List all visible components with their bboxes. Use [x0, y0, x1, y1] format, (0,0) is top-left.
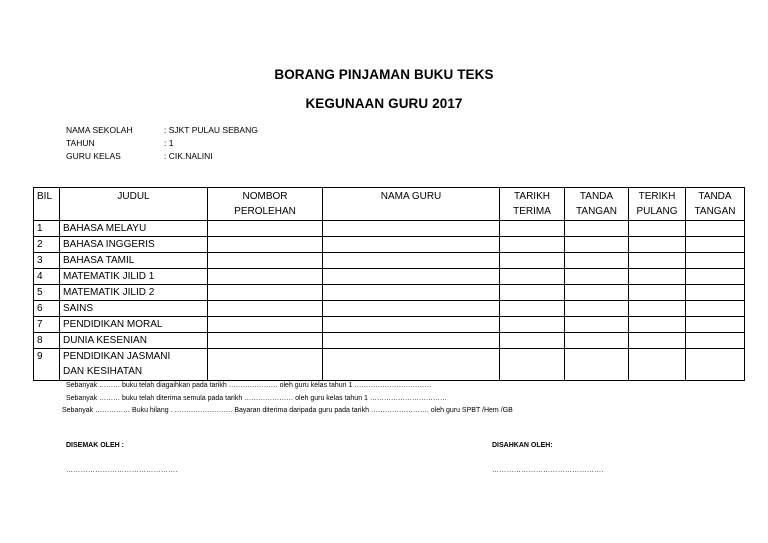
- cell-bil: 3: [34, 253, 60, 269]
- cell-nombor-perolehan[interactable]: [208, 237, 323, 253]
- cell-tarikh-terima[interactable]: [500, 221, 565, 237]
- cell-nama-guru[interactable]: [323, 349, 500, 381]
- cell-nama-guru[interactable]: [323, 253, 500, 269]
- header-bil: BIL: [34, 188, 60, 221]
- cell-tanda-tangan[interactable]: [565, 285, 629, 301]
- info-label: NAMA SEKOLAH: [66, 125, 133, 135]
- cell-nombor-perolehan[interactable]: [208, 333, 323, 349]
- cell-tanda-tangan[interactable]: [565, 317, 629, 333]
- cell-terikh-pulang[interactable]: [629, 237, 686, 253]
- header-tanda-tangan-2: TANDA TANGAN: [686, 188, 745, 221]
- cell-tarikh-terima[interactable]: [500, 349, 565, 381]
- cell-terikh-pulang[interactable]: [629, 221, 686, 237]
- judul-text: BAHASA MELAYU: [63, 223, 147, 234]
- cell-terikh-pulang[interactable]: [629, 253, 686, 269]
- info-value: : 1: [164, 138, 174, 148]
- cell-nama-guru[interactable]: [323, 269, 500, 285]
- cell-judul: [60, 269, 208, 285]
- cell-judul: [60, 301, 208, 317]
- table-row: [34, 349, 745, 381]
- cell-terikh-pulang[interactable]: [629, 317, 686, 333]
- cell-terikh-pulang[interactable]: [629, 269, 686, 285]
- info-row-year: [66, 137, 258, 150]
- cell-tanda-tangan-2[interactable]: [686, 333, 745, 349]
- cell-nombor-perolehan[interactable]: [208, 221, 323, 237]
- table-header-row: [34, 188, 745, 221]
- cell-tarikh-terima[interactable]: [500, 333, 565, 349]
- header-judul: JUDUL: [60, 188, 208, 221]
- judul-text-line2: DAN KESIHATAN: [63, 366, 143, 377]
- header-nombor-perolehan: NOMBOR PEROLEHAN: [208, 188, 323, 221]
- cell-nama-guru[interactable]: [323, 301, 500, 317]
- cell-judul: [60, 221, 208, 237]
- cell-judul: [60, 317, 208, 333]
- cell-judul: [60, 285, 208, 301]
- info-row-teacher: [66, 150, 258, 163]
- cell-tanda-tangan-2[interactable]: [686, 269, 745, 285]
- cell-nombor-perolehan[interactable]: [208, 253, 323, 269]
- cell-tarikh-terima[interactable]: [500, 253, 565, 269]
- table-row: [34, 285, 745, 301]
- cell-judul: [60, 253, 208, 269]
- cell-nombor-perolehan[interactable]: [208, 285, 323, 301]
- cell-judul: [60, 349, 208, 381]
- cell-tanda-tangan[interactable]: [565, 269, 629, 285]
- cell-tanda-tangan-2[interactable]: [686, 301, 745, 317]
- cell-tanda-tangan[interactable]: [565, 237, 629, 253]
- cell-tanda-tangan-2[interactable]: [686, 253, 745, 269]
- cell-tanda-tangan[interactable]: [565, 253, 629, 269]
- cell-tanda-tangan[interactable]: [565, 221, 629, 237]
- form-subtitle: KEGUNAAN GURU 2017: [305, 96, 463, 111]
- cell-nama-guru[interactable]: [323, 221, 500, 237]
- cell-bil: 1: [34, 221, 60, 237]
- school-info: [66, 124, 258, 163]
- judul-text: SAINS: [63, 303, 94, 314]
- approved-by-label: DISAHKAN OLEH:: [492, 442, 553, 449]
- cell-bil: 5: [34, 285, 60, 301]
- judul-text: DUNIA KESENIAN: [63, 335, 147, 346]
- table-body: [34, 221, 745, 381]
- cell-bil: 8: [34, 333, 60, 349]
- cell-tanda-tangan-2[interactable]: [686, 237, 745, 253]
- approved-by-signature-line: ……………………………………….: [492, 467, 604, 474]
- cell-nombor-perolehan[interactable]: [208, 269, 323, 285]
- cell-nombor-perolehan[interactable]: [208, 301, 323, 317]
- cell-judul: [60, 237, 208, 253]
- cell-tanda-tangan-2[interactable]: [686, 317, 745, 333]
- cell-nama-guru[interactable]: [323, 317, 500, 333]
- header-tanda-tangan: TANDA TANGAN: [565, 188, 629, 221]
- checked-by-signature-line: ……………………………………….: [66, 467, 178, 474]
- info-row-school: [66, 124, 258, 137]
- cell-terikh-pulang[interactable]: [629, 333, 686, 349]
- judul-text: MATEMATIK JILID 1: [63, 271, 155, 282]
- cell-tanda-tangan-2[interactable]: [686, 285, 745, 301]
- header-nama-guru: NAMA GURU: [323, 188, 500, 221]
- cell-bil: 4: [34, 269, 60, 285]
- header-terikh-pulang: TERIKH PULANG: [629, 188, 686, 221]
- cell-judul: [60, 333, 208, 349]
- cell-tarikh-terima[interactable]: [500, 237, 565, 253]
- loan-table: [33, 187, 745, 381]
- table-row: [34, 317, 745, 333]
- cell-bil: 7: [34, 317, 60, 333]
- cell-tanda-tangan-2[interactable]: [686, 349, 745, 381]
- cell-terikh-pulang[interactable]: [629, 349, 686, 381]
- cell-tanda-tangan[interactable]: [565, 349, 629, 381]
- cell-nombor-perolehan[interactable]: [208, 317, 323, 333]
- judul-text: BAHASA INGGERIS: [63, 239, 155, 250]
- table-row: [34, 333, 745, 349]
- table-row: [34, 253, 745, 269]
- table-row: [34, 237, 745, 253]
- form-title: BORANG PINJAMAN BUKU TEKS: [274, 67, 494, 82]
- cell-nama-guru[interactable]: [323, 237, 500, 253]
- cell-bil: 6: [34, 301, 60, 317]
- info-label: TAHUN: [66, 138, 95, 148]
- cell-tarikh-terima[interactable]: [500, 317, 565, 333]
- judul-text: PENDIDIKAN MORAL: [63, 319, 163, 330]
- header-tarikh-terima: TARIKH TERIMA: [500, 188, 565, 221]
- cell-terikh-pulang[interactable]: [629, 301, 686, 317]
- cell-tanda-tangan-2[interactable]: [686, 221, 745, 237]
- info-value: : SJKT PULAU SEBANG: [164, 125, 258, 135]
- judul-text: BAHASA TAMIL: [63, 255, 135, 266]
- cell-tanda-tangan[interactable]: [565, 333, 629, 349]
- note-returned: Sebanyak ……… buku telah diterima semula pada tarikh ………………… oleh guru kelas tahun 1 ……………………………: [66, 395, 447, 402]
- cell-tarikh-terima[interactable]: [500, 285, 565, 301]
- cell-terikh-pulang[interactable]: [629, 285, 686, 301]
- checked-by-label: DISEMAK OLEH :: [66, 442, 124, 449]
- cell-nama-guru[interactable]: [323, 285, 500, 301]
- cell-tarikh-terima[interactable]: [500, 269, 565, 285]
- judul-text: PENDIDIKAN JASMANI: [63, 351, 171, 362]
- cell-tarikh-terima[interactable]: [500, 301, 565, 317]
- cell-nombor-perolehan[interactable]: [208, 349, 323, 381]
- info-label: GURU KELAS: [66, 151, 121, 161]
- cell-nama-guru[interactable]: [323, 333, 500, 349]
- info-value: : CIK.NALINI: [164, 151, 213, 161]
- cell-bil: 9: [34, 349, 60, 381]
- note-lost: Sebanyak …………… Buku hilang . ……………………. Bayaran diterima daripada guru pada tarikh ……………………. oleh guru SPBT /Hem /GB: [62, 407, 513, 414]
- table-row: [34, 221, 745, 237]
- cell-tanda-tangan[interactable]: [565, 301, 629, 317]
- judul-text: MATEMATIK JILID 2: [63, 287, 155, 298]
- cell-bil: 2: [34, 237, 60, 253]
- note-distributed: Sebanyak ……… buku telah diagaihkan pada tarikh ………………… oleh guru kelas tahun 1 ……………………………: [66, 382, 432, 389]
- table-row: [34, 269, 745, 285]
- table-row: [34, 301, 745, 317]
